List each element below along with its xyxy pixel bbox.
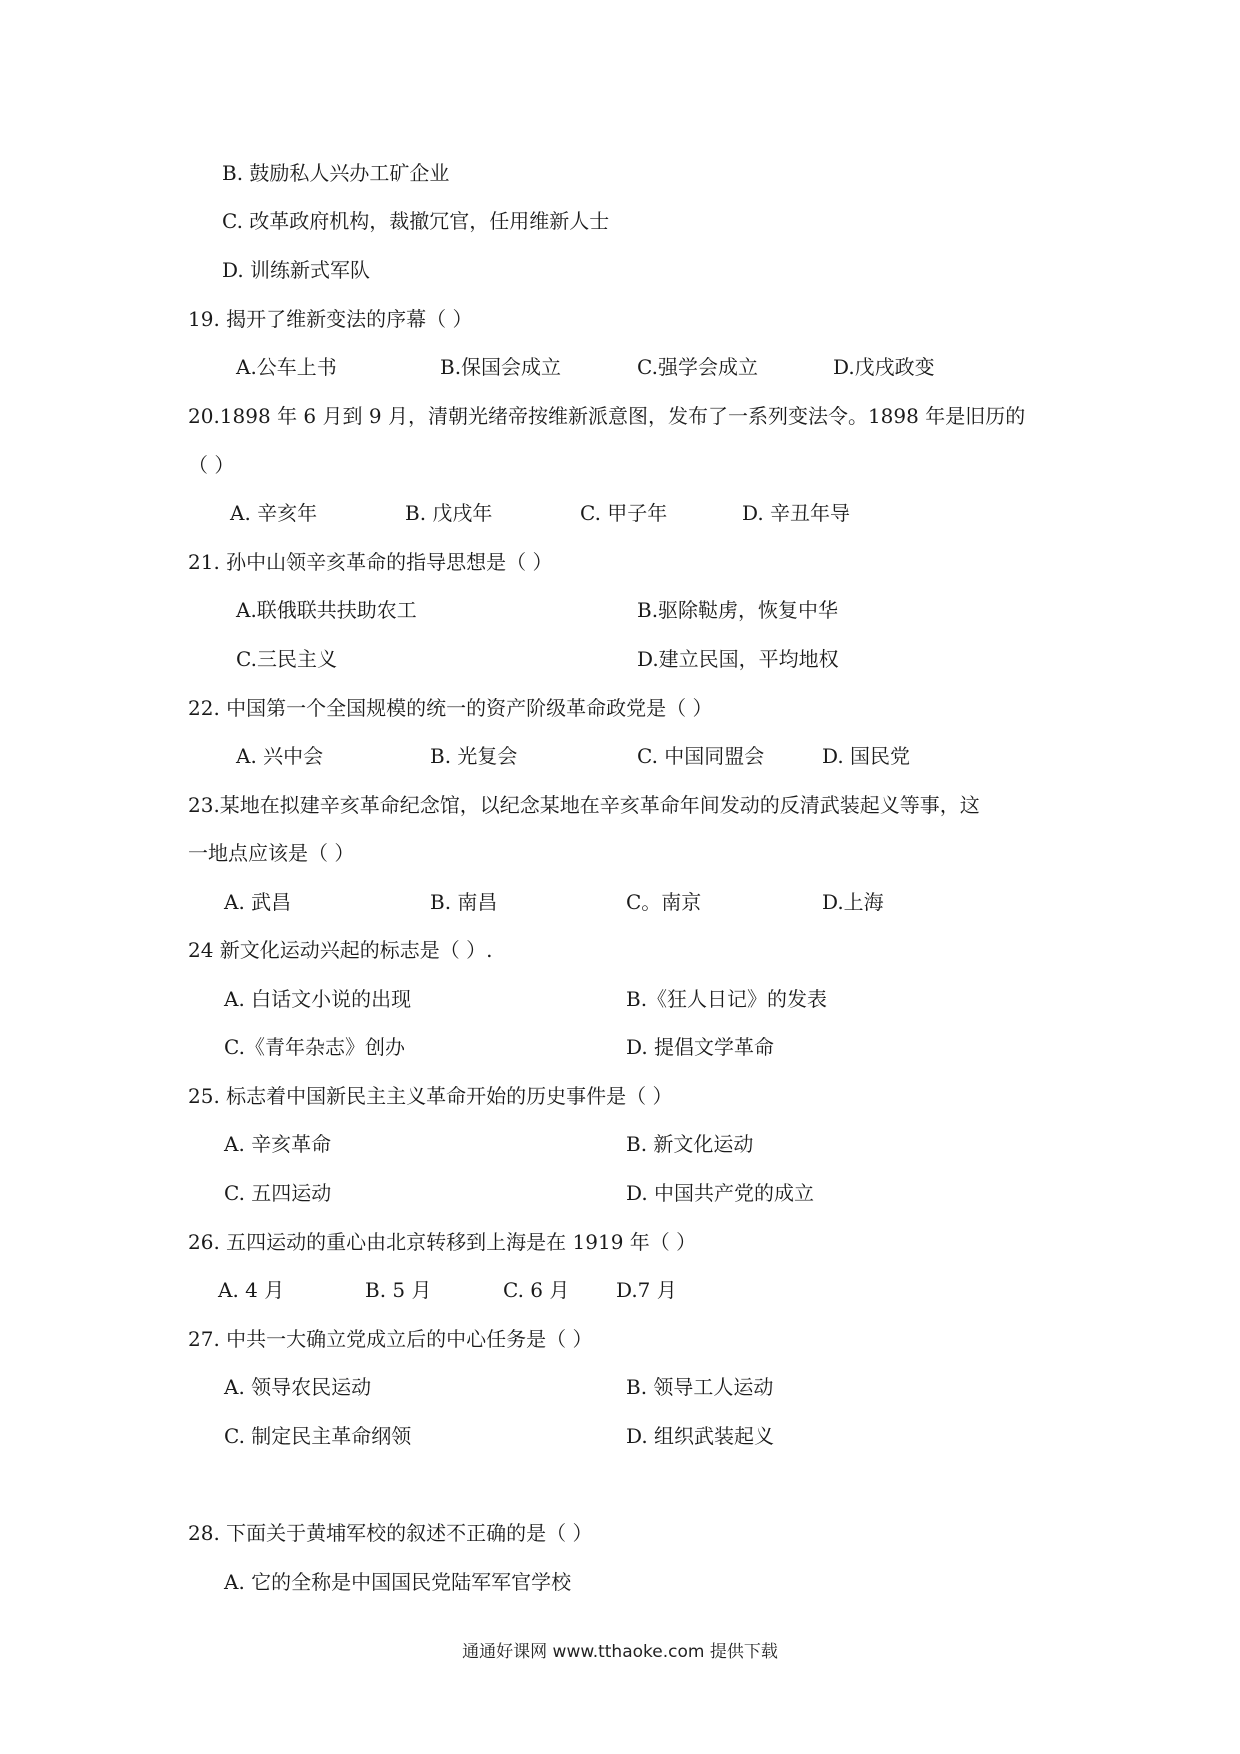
question-stem: 27. 中共一大确立党成立后的中心任务是（ ） <box>188 1327 593 1351</box>
option: C. 中国同盟会 <box>637 744 765 768</box>
option: B. 新文化运动 <box>626 1132 754 1156</box>
option: C. 甲子年 <box>580 501 668 525</box>
option-line: D. 训练新式军队 <box>222 258 371 282</box>
option: B. 领导工人运动 <box>626 1375 774 1399</box>
option: C.《青年杂志》创办 <box>224 1035 405 1059</box>
question-stem: 23.某地在拟建辛亥革命纪念馆，以纪念某地在辛亥革命年间发动的反清武装起义等事，这 <box>188 793 980 817</box>
option: A. 4 月 <box>218 1278 285 1302</box>
option: C。南京 <box>626 890 702 914</box>
option: A. 领导农民运动 <box>224 1375 372 1399</box>
option: C. 五四运动 <box>224 1181 332 1205</box>
page-footer: 通通好课网 www.tthaoke.com 提供下载 <box>462 1642 778 1662</box>
option: B. 光复会 <box>430 744 518 768</box>
option: C.三民主义 <box>236 647 337 671</box>
option: C.强学会成立 <box>637 355 758 379</box>
option-line: C. 改革政府机构，裁撤冗官，任用维新人士 <box>222 209 610 233</box>
question-stem: 24 新文化运动兴起的标志是（ ）. <box>188 938 493 962</box>
option: D.上海 <box>822 890 884 914</box>
option: A.联俄联共扶助农工 <box>236 598 417 622</box>
option: A. 兴中会 <box>236 744 324 768</box>
option: D. 中国共产党的成立 <box>626 1181 815 1205</box>
option: C. 6 月 <box>503 1278 570 1302</box>
question-stem: 25. 标志着中国新民主主义革命开始的历史事件是（ ） <box>188 1084 673 1108</box>
option: D. 组织武装起义 <box>626 1424 775 1448</box>
option: B. 戊戌年 <box>405 501 493 525</box>
option: D. 国民党 <box>822 744 911 768</box>
question-stem: 21. 孙中山领辛亥革命的指导思想是（ ） <box>188 550 553 574</box>
option: A. 它的全称是中国国民党陆军军官学校 <box>224 1570 572 1594</box>
question-stem: 22. 中国第一个全国规模的统一的资产阶级革命政党是（ ） <box>188 696 713 720</box>
option: D.建立民国，平均地权 <box>637 647 839 671</box>
question-stem-continued: 一地点应该是（ ） <box>188 841 355 865</box>
option: B.《狂人日记》的发表 <box>626 987 828 1011</box>
option: D. 提倡文学革命 <box>626 1035 775 1059</box>
option: D.7 月 <box>616 1278 677 1302</box>
question-stem: 26. 五四运动的重心由北京转移到上海是在 1919 年（ ） <box>188 1230 697 1254</box>
option: B. 南昌 <box>430 890 498 914</box>
option: A. 辛亥年 <box>230 501 318 525</box>
question-stem: 28. 下面关于黄埔军校的叙述不正确的是（ ） <box>188 1521 593 1545</box>
question-stem-continued: （ ） <box>188 453 235 477</box>
option: B. 5 月 <box>365 1278 432 1302</box>
option: A. 武昌 <box>224 890 292 914</box>
option: A. 辛亥革命 <box>224 1132 332 1156</box>
option: A. 白话文小说的出现 <box>224 987 412 1011</box>
question-stem: 20.1898 年 6 月到 9 月，清朝光绪帝按维新派意图，发布了一系列变法令。1898 年是旧历的 <box>188 404 1026 428</box>
option: B.保国会成立 <box>440 355 562 379</box>
option: D. 辛丑年导 <box>742 501 851 525</box>
option: C. 制定民主革命纲领 <box>224 1424 412 1448</box>
option: B.驱除鞑虏，恢复中华 <box>637 598 839 622</box>
option: D.戊戌政变 <box>833 355 935 379</box>
option: A.公车上书 <box>236 355 337 379</box>
option-line: B. 鼓励私人兴办工矿企业 <box>222 161 450 185</box>
question-stem: 19. 揭开了维新变法的序幕（ ） <box>188 307 473 331</box>
